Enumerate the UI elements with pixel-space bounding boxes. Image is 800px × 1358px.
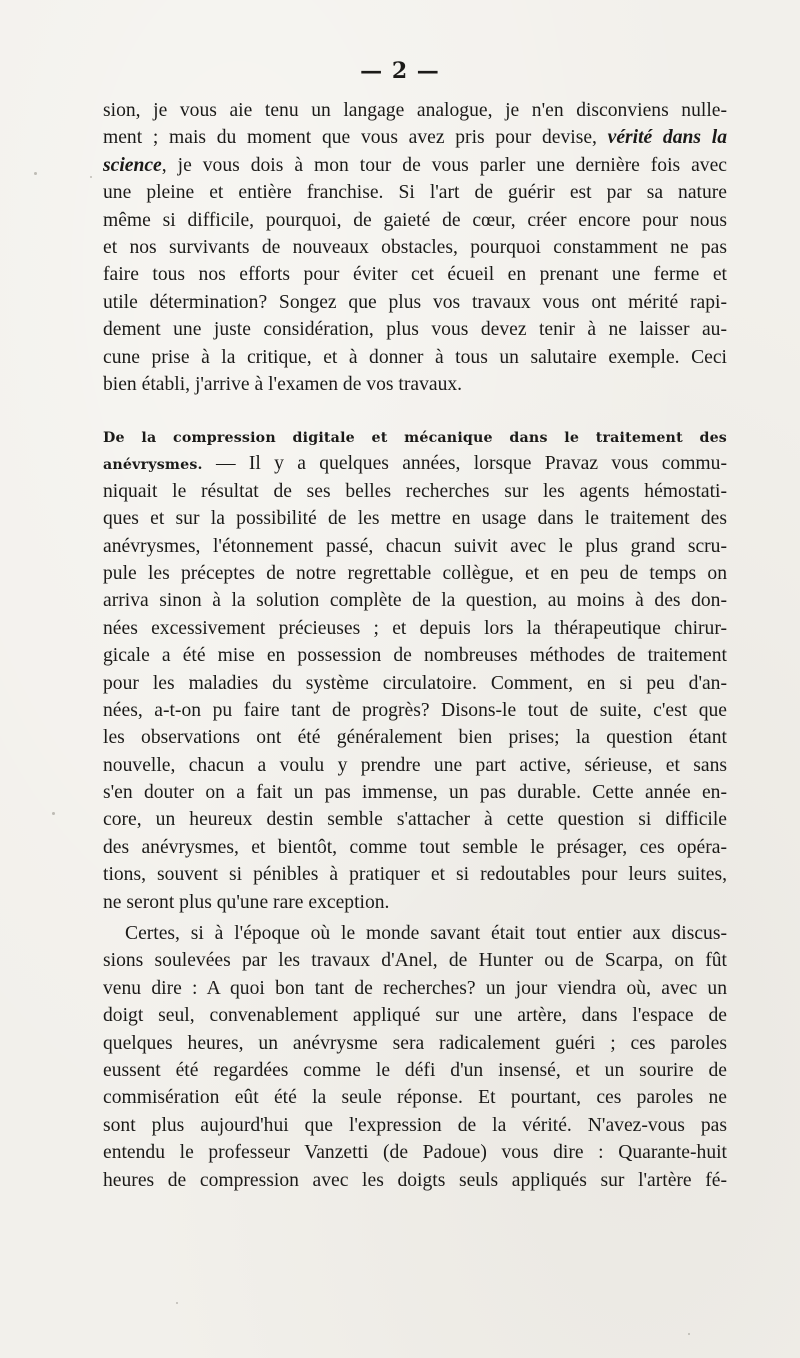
text-line: venu dire : A quoi bon tant de recherches? un jour viendra où, avec un: [103, 977, 727, 999]
text-line: core, un heureux destin semble s'attacher à cette question si difficile: [103, 809, 727, 831]
text-run: — Il y a quelques années, lorsque Pravaz vous commu-: [202, 453, 727, 475]
text-line: [103, 450, 727, 477]
text-line: ques et sur la possibilité de les mettre en usage dans le traitement des: [103, 508, 727, 530]
text-line: et nos survivants de nouveaux obstacles, pourquoi constamment ne pas: [103, 236, 727, 258]
text-line: dement une juste considération, plus vous devez tenir à ne laisser au-: [103, 319, 727, 341]
text-line: arriva sinon à la solution complète de la question, au moins à des don-: [103, 590, 727, 612]
paper-speck: [688, 1333, 690, 1335]
text-line: nouvelle, chacun a voulu y prendre une part active, sérieuse, et sans: [103, 754, 727, 776]
text-line: [103, 124, 727, 151]
text-line: des anévrysmes, et bientôt, comme tout semble le présager, ces opéra-: [103, 836, 727, 858]
text-line: nées, a-t-on pu faire tant de progrès? Disons-le tout de suite, c'est que: [103, 699, 727, 721]
text-line: sions soulevées par les travaux d'Anel, de Hunter ou de Scarpa, on fût: [103, 950, 727, 972]
italic-phrase: science: [103, 154, 162, 176]
text-line: s'en douter on a fait un pas immense, un pas durable. Cette année en-: [103, 782, 727, 804]
text-line: même si difficile, pourquoi, de gaieté de cœur, créer encore pour nous: [103, 209, 727, 231]
text-line: les observations ont été généralement bien prises; la question étant: [103, 727, 727, 749]
text-line: ne seront plus qu'une rare exception.: [103, 891, 390, 913]
text-line: pour les maladies du système circulatoire. Comment, en si peu d'an-: [103, 672, 727, 694]
text-line: heures de compression avec les doigts seuls appliqués sur l'artère fé-: [103, 1169, 727, 1191]
text-line: sont plus aujourd'hui que l'expression de la vérité. N'avez-vous pas: [103, 1114, 727, 1136]
text-line: entendu le professeur Vanzetti (de Padoue) vous dire : Quarante-huit: [103, 1142, 727, 1164]
text-line: sion, je vous aie tenu un langage analogue, je n'en disconviens nulle-: [103, 100, 727, 121]
paper-speck: [52, 812, 55, 815]
text-line: Certes, si à l'époque où le monde savant était tout entier aux discus-: [125, 923, 727, 944]
text-line: cune prise à la critique, et à donner à tous un salutaire exemple. Ceci: [103, 346, 727, 368]
text-line: gicale a été mise en possession de nombreuses méthodes de traitement: [103, 645, 727, 667]
text-line: bien établi, j'arrive à l'examen de vos travaux.: [103, 373, 463, 395]
paragraph-2: [103, 423, 727, 916]
text-run: , je vous dois à mon tour de vous parler une dernière fois avec: [161, 154, 727, 176]
text-line: [103, 152, 727, 179]
paper-speck: [176, 1302, 178, 1304]
italic-phrase: vérité dans la: [607, 127, 727, 149]
paper-speck: [34, 172, 37, 175]
text-line: tions, souvent si pénibles à pratiquer et si redoutables pour leurs suites,: [103, 864, 727, 886]
text-line: doigt seul, convenablement appliqué sur une artère, dans l'espace de: [103, 1005, 727, 1027]
text-line: faire tous nos efforts pour éviter cet écueil en prenant une ferme et: [103, 264, 727, 286]
text-run: ment ; mais du moment que vous avez pris pour devise,: [103, 127, 597, 149]
text-line: eussent été regardées comme le défi d'un insensé, et un sourire de: [103, 1059, 727, 1081]
text-line: commisération eût été la seule réponse. Et pourtant, ces paroles ne: [103, 1087, 727, 1109]
text-line: utile détermination? Songez que plus vos travaux vous ont mérité rapi-: [103, 291, 727, 313]
text-line: niquait le résultat de ses belles recherches sur les agents hémostati-: [103, 480, 727, 502]
section-heading: De la compression digitale et mécanique dans le traitement des: [103, 430, 727, 446]
paragraph-1: [103, 97, 727, 398]
page-number: — 2 —: [360, 58, 440, 84]
text-line: anévrysmes, l'étonnement passé, chacun suivit avec le plus grand scru-: [103, 535, 727, 557]
text-line: une pleine et entière franchise. Si l'art de guérir est par sa nature: [103, 182, 727, 204]
text-line: nées excessivement précieuses ; et depuis lors la thérapeutique chirur-: [103, 617, 727, 639]
section-heading-line: [103, 423, 727, 450]
text-line: quelques heures, un anévrysme sera radicalement guéri ; ces paroles: [103, 1032, 727, 1054]
text-line: pule les préceptes de notre regrettable collègue, et en peu de temps on: [103, 562, 727, 584]
paragraph-3: [103, 920, 727, 1194]
section-heading-end: anévrysmes.: [103, 457, 203, 474]
paper-speck: [90, 176, 92, 178]
